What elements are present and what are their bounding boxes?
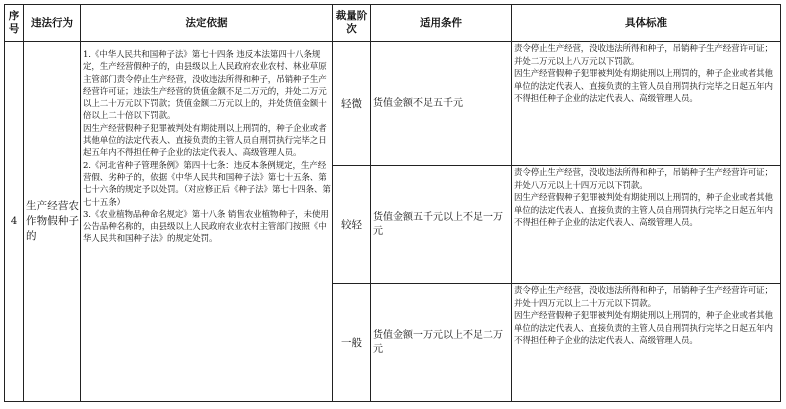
header-standard: 具体标准 (512, 5, 781, 42)
standard-paragraph: 责令停止生产经营，没收违法所得和种子，吊销种子生产经营许可证；并处十四万元以上二十万元以下罚款。 (514, 286, 773, 309)
header-conduct: 违法行为 (24, 5, 81, 42)
condition-cell: 货值金额一万元以上不足二万元 (371, 284, 512, 402)
standard-paragraph: 因生产经营假种子犯罪被判处有期徒刑以上刑罚的，种子企业或者其他单位的法定代表人、直接负责的主管人员自刑罚执行完毕之日起五年内不得担任种子企业的法定代表人、高级管理人员。 (514, 193, 773, 229)
document-page (4, 4, 780, 402)
level-cell: 较轻 (333, 166, 371, 284)
conduct-cell: 生产经营农作物假种子的 (24, 42, 81, 402)
level-cell: 轻微 (333, 42, 371, 166)
seq-cell: 4 (5, 42, 24, 402)
header-level: 裁量阶次 (333, 5, 371, 42)
basis-paragraph: 因生产经营假种子犯罪被判处有期徒刑以上刑罚的，种子企业或者其他单位的法定代表人、直接负责的主管人员自刑罚执行完毕之日起五年内不得担任种子企业的法定代表人、高级管理人员。 (83, 123, 327, 159)
basis-paragraph: 1.《中华人民共和国种子法》第七十四条 违反本法第四十八条规定，生产经营假种子的，由县级以上人民政府农业农村、林业草原主管部门责令停止生产经营，没收违法所得和种子，吊销种子生产经营许可证；违法生产经营的货值金额不足二万元的，并处二万元以上二十万元以下罚款；货值金额二万元以上的，并处货值金额十倍以上二十倍以下罚款。 (83, 50, 327, 122)
header-row (5, 5, 781, 42)
standard-cell (512, 166, 781, 284)
standard-paragraph: 责令停止生产经营，没收违法所得和种子，吊销种子生产经营许可证；并处八万元以上十四万元以下罚款。 (514, 168, 773, 191)
standard-paragraph: 因生产经营假种子犯罪被判处有期徒刑以上刑罚的，种子企业或者其他单位的法定代表人、直接负责的主管人员自刑罚执行完毕之日起五年内不得担任种子企业的法定代表人、高级管理人员。 (514, 69, 773, 104)
header-condition: 适用条件 (371, 5, 512, 42)
condition-cell: 货值金额不足五千元 (371, 42, 512, 166)
header-basis: 法定依据 (81, 5, 333, 42)
standard-paragraph: 因生产经营假种子犯罪被判处有期徒刑以上刑罚的，种子企业或者其他单位的法定代表人、直接负责的主管人员自刑罚执行完毕之日起五年内不得担任种子企业的法定代表人、高级管理人员。 (514, 311, 773, 347)
standard-cell (512, 284, 781, 402)
legal-basis-cell (81, 42, 333, 402)
penalty-discretion-table (4, 4, 781, 402)
standard-paragraph: 责令停止生产经营，没收违法所得和种子，吊销种子生产经营许可证；并处二万元以上八万元以下罚款。 (514, 44, 773, 67)
basis-paragraph: 3.《农业植物品种命名规定》第十八条 销售农业植物种子，未使用公告品种名称的，由县级以上人民政府农业农村主管部门按照《中华人民共和国种子法》的规定处罚。 (83, 209, 329, 245)
condition-cell: 货值金额五千元以上不足一万元 (371, 166, 512, 284)
level-cell: 一般 (333, 284, 371, 402)
header-seq: 序号 (5, 5, 24, 42)
standard-cell (512, 42, 781, 166)
table-row (5, 42, 781, 166)
basis-paragraph: 2.《河北省种子管理条例》第四十七条：违反本条例规定，生产经营假、劣种子的，依据《中华人民共和国种子法》第七十五条、第七十六条的规定予以处罚。（对应修正后《种子法》第七十四条、第七十五条） (83, 160, 331, 208)
